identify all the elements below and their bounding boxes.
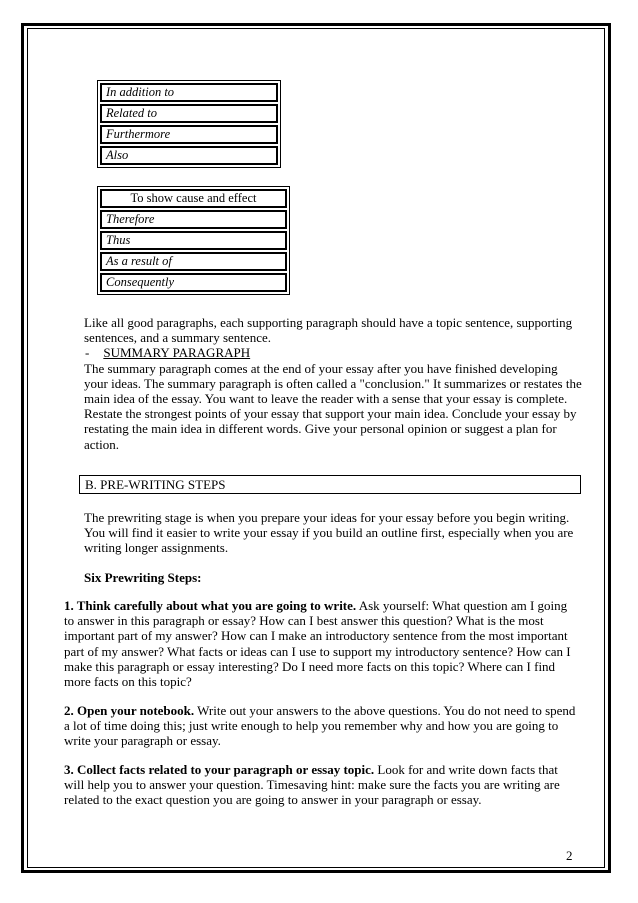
prewriting-intro: The prewriting stage is when you prepare your ideas for your essay before you begin writing. You will find it easier to write your essay if you build an outline first, especially when you are writing longer assignments. [84, 510, 574, 556]
steps-title: Six Prewriting Steps: [84, 570, 202, 585]
connector-word: In addition to [100, 83, 278, 102]
summary-heading: SUMMARY PARAGRAPH [103, 345, 251, 361]
step-lead: 2. Open your notebook. [64, 703, 195, 718]
step-text: Ask yourself: What question am I going to answer in this paragraph or essay? How can I best answer this question? What is the most important part of my answer? How can I make an introductory sentence from the most important part of my answer? What facts or ideas can I use to support my introductory sentence? How can I make this paragraph or essay interesting? Do I need more facts on this topic? Where can I find more facts on this topic? [64, 598, 571, 690]
summary-heading-line [84, 345, 584, 360]
summary-body: The summary paragraph comes at the end of your essay after you have finished developing your ideas. The summary paragraph is often called a "conclusion." It summarizes or restates the main idea of the essay. You want to leave the reader with a sense that your essay is complete. Restate the strongest points of your essay that support your main idea. Conclude your essay by restating the main idea in different words. Give your personal opinion or suggest a plan for action. [84, 360, 582, 452]
step-text: Look for and write down facts that will help you to answer your question. Timesaving hint: make sure the facts you are writing are related to the exact question you are going to answer in your paragraph or essay. [64, 762, 560, 808]
connector-box-cause-effect [97, 186, 290, 295]
step-lead: 3. Collect facts related to your paragraph or essay topic. [64, 762, 375, 777]
connector-word: Related to [100, 104, 278, 123]
connector-word: Consequently [100, 273, 287, 292]
prewriting-intro-block [84, 510, 584, 556]
connector-word: Therefore [100, 210, 287, 229]
step-3 [64, 762, 580, 808]
connector-box-addition [97, 80, 281, 168]
summary-section [84, 315, 584, 452]
summary-bullet: - [85, 345, 90, 361]
step-2 [64, 703, 580, 749]
supporting-note: Like all good paragraphs, each supporting paragraph should have a topic sentence, supporting sentences, and a summary sentence. [84, 315, 573, 346]
section-b-heading: B. PRE-WRITING STEPS [79, 475, 581, 494]
connector-word: As a result of [100, 252, 287, 271]
connector-word: Furthermore [100, 125, 278, 144]
connector-box-heading: To show cause and effect [100, 189, 287, 208]
step-1 [64, 598, 580, 689]
connector-word: Also [100, 146, 278, 165]
step-lead: 1. Think carefully about what you are going to write. [64, 598, 357, 613]
connector-word: Thus [100, 231, 287, 250]
steps-title-block [84, 570, 201, 585]
step-text: Write out your answers to the above questions. You do not need to spend a lot of time doing this; just write enough to help you remember why and how you are going to write your paragraph or essay. [64, 703, 576, 749]
page-number: 2 [566, 848, 573, 863]
